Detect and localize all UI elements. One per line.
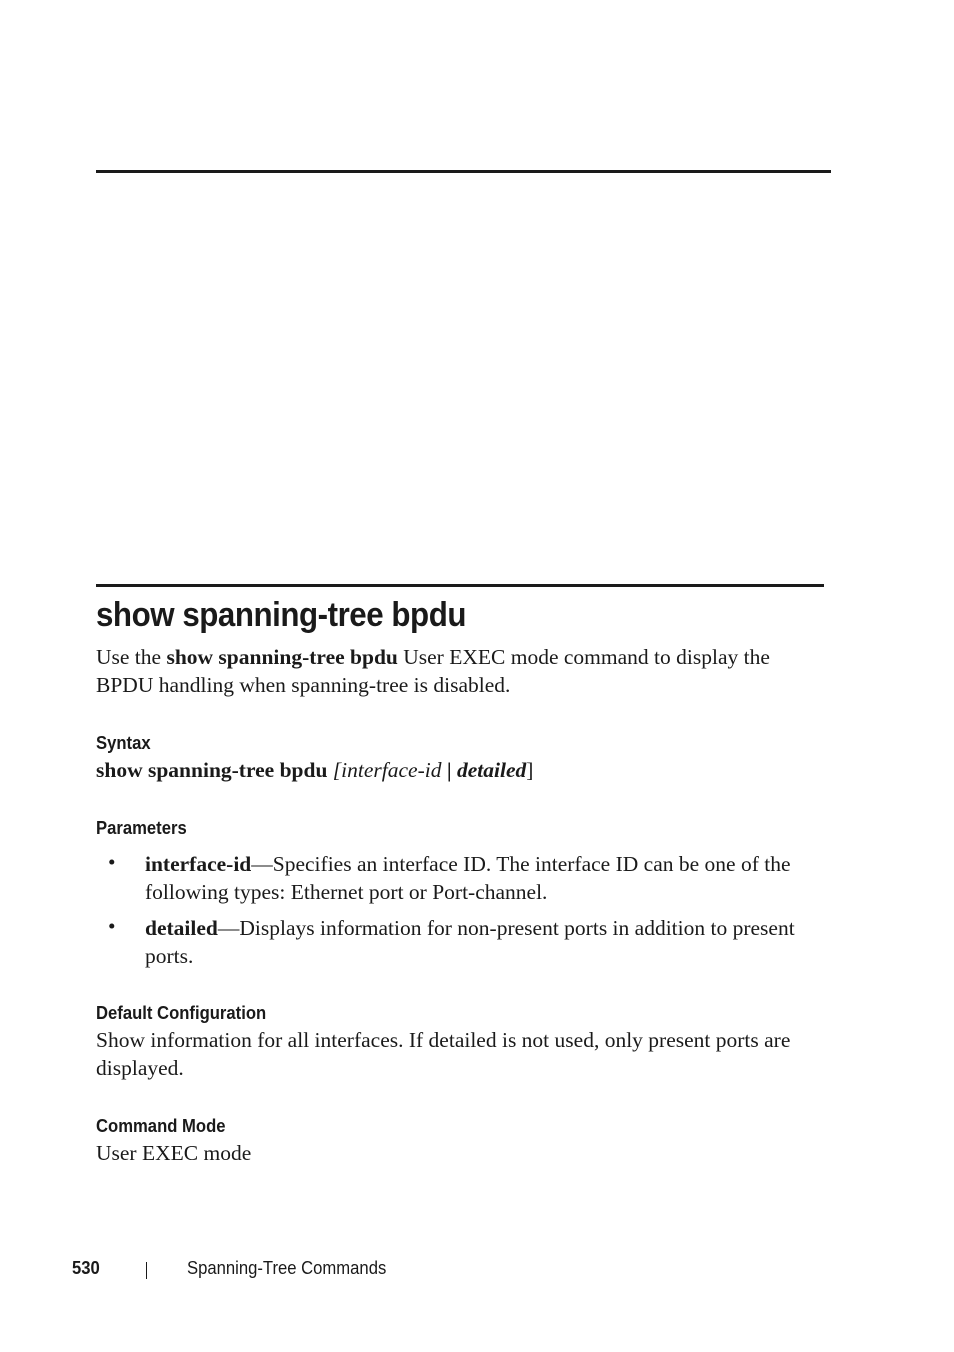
syntax-command: show spanning-tree bpdu xyxy=(96,758,328,782)
footer-section-title: Spanning-Tree Commands xyxy=(187,1257,387,1278)
intro-paragraph xyxy=(96,643,826,699)
intro-post: User EXEC mode command to display the BPDU handling when spanning-tree is disabled. xyxy=(96,645,770,697)
syntax-arg-interface-id: interface-id xyxy=(341,758,442,782)
bullet-marker: • xyxy=(108,850,116,874)
page-number: 530 xyxy=(72,1257,100,1278)
syntax-arg-detailed: detailed xyxy=(456,758,527,782)
intro-command: show spanning-tree bpdu xyxy=(166,645,398,669)
syntax-open-bracket: [ xyxy=(332,758,342,782)
page-title: show spanning-tree bpdu xyxy=(96,596,466,634)
top-rule xyxy=(96,170,831,173)
param-desc: —Specifies an interface ID. The interface ID can be one of the following types: Ethernet port or Port-channel. xyxy=(145,852,791,904)
section-rule xyxy=(96,584,824,587)
bullet-marker: • xyxy=(108,914,116,938)
param-desc: —Displays information for non-present ports in addition to present ports. xyxy=(145,916,795,968)
parameters-heading: Parameters xyxy=(96,817,187,838)
command-mode-text: User EXEC mode xyxy=(96,1141,252,1165)
intro-pre: Use the xyxy=(96,645,167,669)
param-name: interface-id xyxy=(145,852,252,876)
param-item-interface-id xyxy=(145,850,835,906)
syntax-line xyxy=(96,756,826,784)
param-item-detailed xyxy=(145,914,835,970)
syntax-separator: | xyxy=(446,758,452,782)
default-config-text: Show information for all interfaces. If detailed is not used, only present ports are displayed. xyxy=(96,1028,791,1080)
default-config-heading: Default Configuration xyxy=(96,1002,267,1023)
param-name: detailed xyxy=(145,916,218,940)
footer-separator xyxy=(146,1262,147,1279)
command-mode-heading: Command Mode xyxy=(96,1115,226,1136)
syntax-heading: Syntax xyxy=(96,732,151,753)
syntax-close-bracket: ] xyxy=(526,758,534,782)
